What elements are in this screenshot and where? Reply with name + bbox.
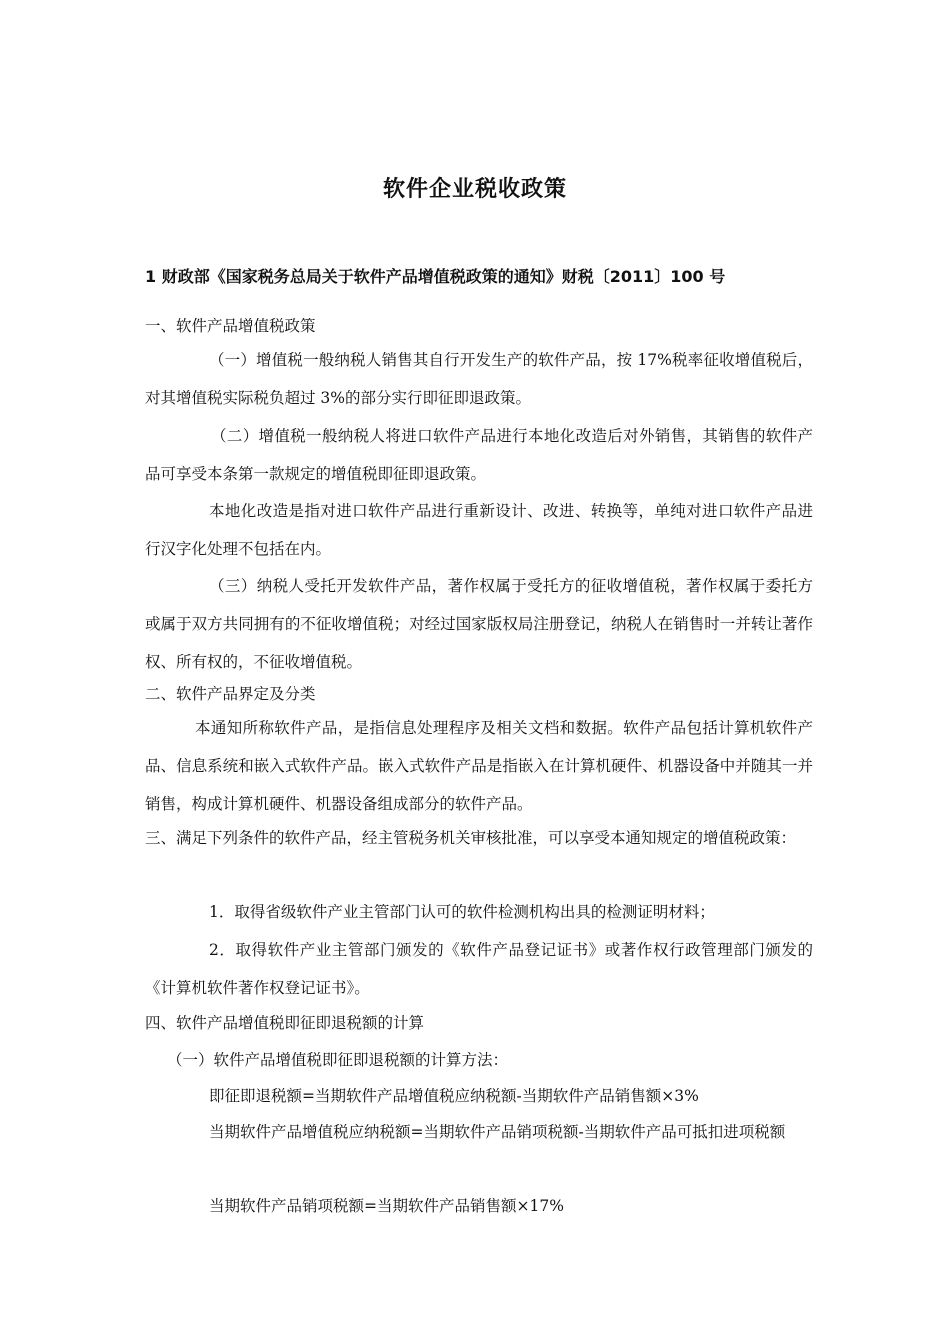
- section-two-title: 二、软件产品界定及分类: [145, 685, 316, 703]
- paragraph-1-3: （三）纳税人受托开发软件产品，著作权属于受托方的征收增值税，著作权属于委托方或属于双方共同拥有的不征收增值税；对经过国家版权局注册登记，纳税人在销售时一并转让著作权、所有权的，不征收增值税。: [145, 577, 813, 671]
- paragraph-1-1: （一）增值税一般纳税人销售其自行开发生产的软件产品，按 17%税率征收增值税后，对其增值税实际税负超过 3%的部分实行即征即退政策。: [145, 351, 813, 407]
- formula-1: 即征即退税额=当期软件产品增值税应纳税额-当期软件产品销售额×3%: [209, 1087, 699, 1105]
- paragraph-1-2: （二）增值税一般纳税人将进口软件产品进行本地化改造后对外销售，其销售的软件产品可享受本条第一款规定的增值税即征即退政策。: [145, 427, 813, 483]
- section-three-title: 三、满足下列条件的软件产品，经主管税务机关审核批准，可以享受本通知规定的增值税政策：: [145, 829, 797, 847]
- formula-3: 当期软件产品销项税额=当期软件产品销售额×17%: [209, 1197, 564, 1215]
- formula-2: 当期软件产品增值税应纳税额=当期软件产品销项税额-当期软件产品可抵扣进项税额: [209, 1123, 786, 1141]
- paragraph-2: 本通知所称软件产品，是指信息处理程序及相关文档和数据。软件产品包括计算机软件产品、信息系统和嵌入式软件产品。嵌入式软件产品是指嵌入在计算机硬件、机器设备中并随其一并销售，构成计算机硬件、机器设备组成部分的软件产品。: [145, 719, 813, 813]
- paragraph-4-1: （一）软件产品增值税即征即退税额的计算方法：: [167, 1051, 509, 1069]
- condition-1: 1．取得省级软件产业主管部门认可的软件检测机构出具的检测证明材料；: [209, 903, 715, 921]
- document-title: 软件企业税收政策: [382, 177, 567, 202]
- section-four-title: 四、软件产品增值税即征即退税额的计算: [145, 1014, 425, 1032]
- paragraph-1-2-note: 本地化改造是指对进口软件产品进行重新设计、改进、转换等，单纯对进口软件产品进行汉字化处理不包括在内。: [145, 502, 813, 558]
- section-heading: 1 财政部《国家税务总局关于软件产品增值税政策的通知》财税〔2011〕100 号: [145, 267, 726, 286]
- section-one-title: 一、软件产品增值税政策: [145, 317, 316, 335]
- condition-2: 2．取得软件产业主管部门颁发的《软件产品登记证书》或著作权行政管理部门颁发的《计算机软件著作权登记证书》。: [145, 941, 813, 997]
